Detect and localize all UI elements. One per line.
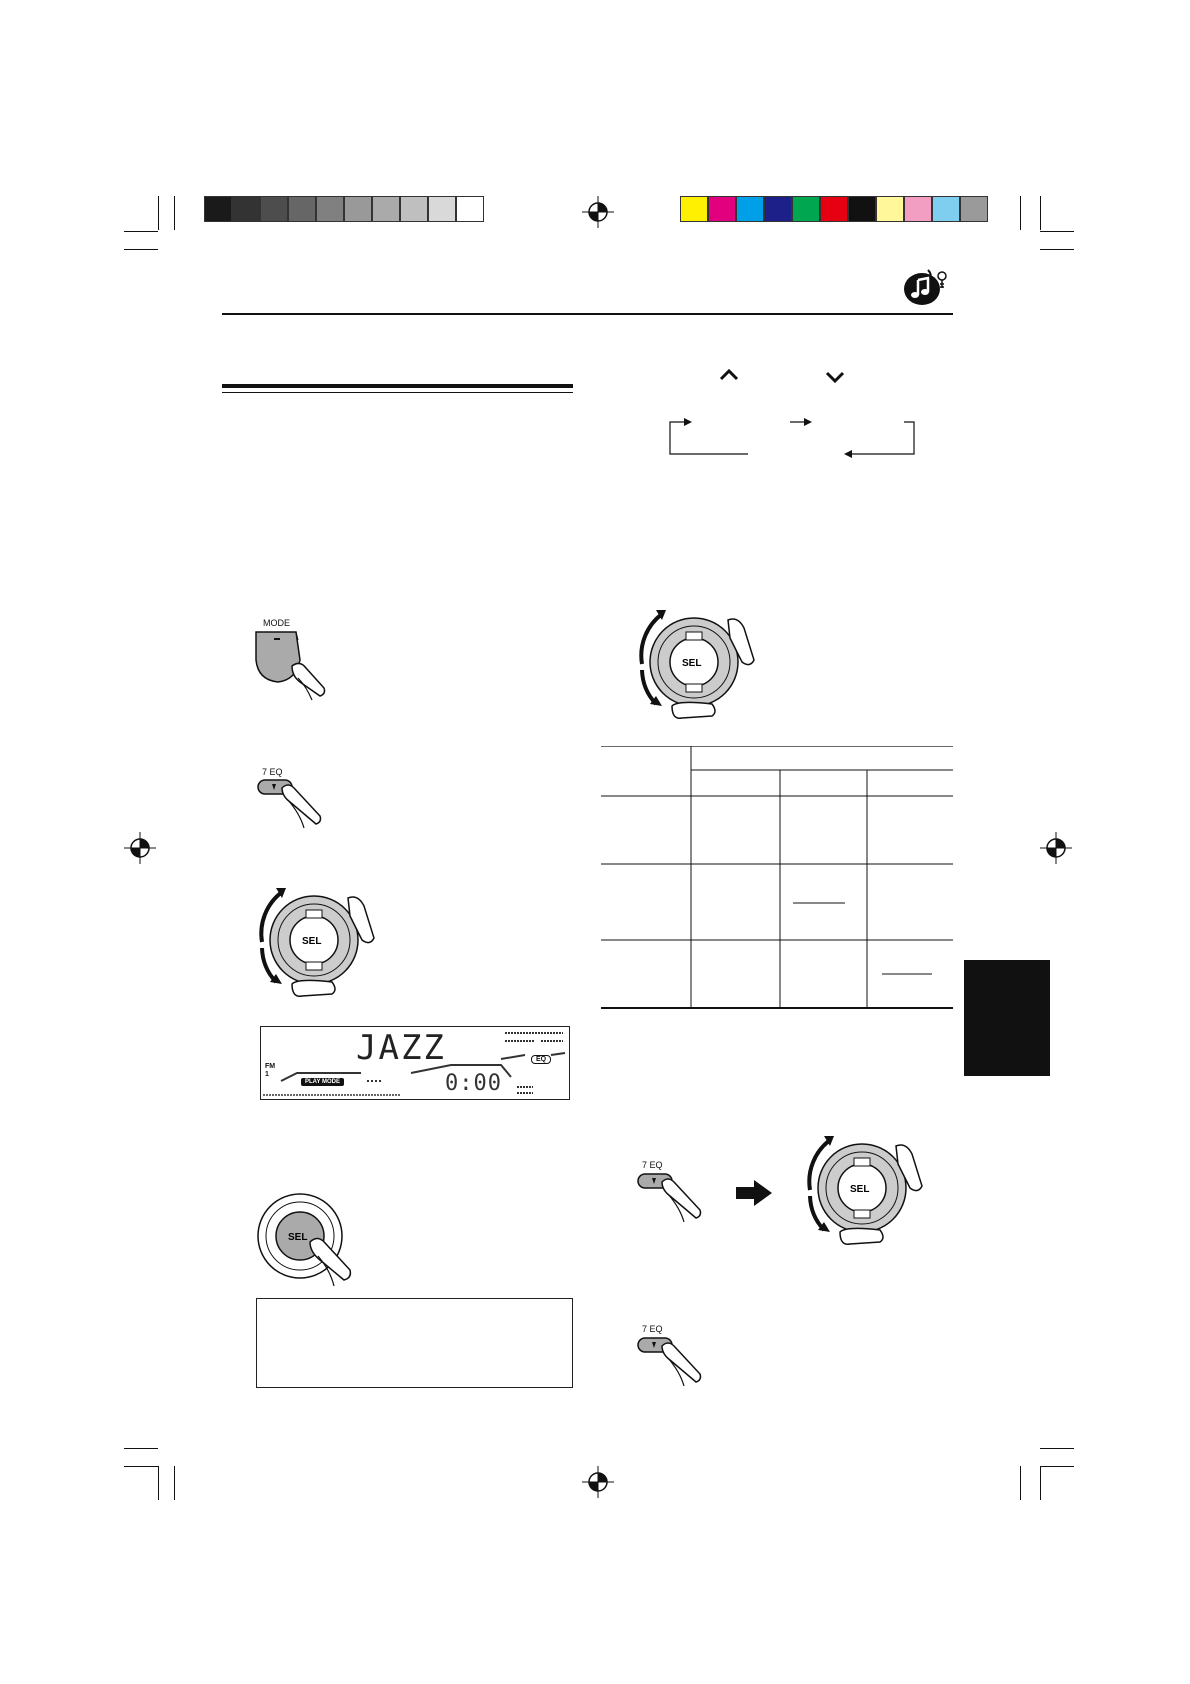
down-arrow-icon (824, 370, 846, 384)
gray-swatch (288, 196, 316, 222)
section-side-tab (964, 960, 1050, 1076)
crop-mark-top-right-v2 (1020, 196, 1021, 230)
up-arrow-icon (718, 368, 740, 382)
eq-button-label-3: 7 EQ (642, 1324, 663, 1334)
gray-swatch (344, 196, 372, 222)
crop-mark-top-right-v (1040, 196, 1041, 230)
music-note-icon (902, 266, 950, 308)
crop-mark-bottom-left-h (124, 1448, 158, 1449)
sel-label-right-bottom-dial: SEL (850, 1184, 870, 1195)
gray-swatch (204, 196, 232, 222)
crop-mark-bottom-left-h2 (124, 1466, 158, 1467)
crop-mark-top-right-h (1040, 231, 1074, 232)
eq-button-press-illustration-3 (636, 1336, 708, 1388)
eq-button-label-1: 7 EQ (262, 767, 283, 777)
color-swatch (792, 196, 820, 222)
color-swatch (736, 196, 764, 222)
color-swatch (960, 196, 988, 222)
header-rule (222, 313, 953, 315)
color-swatch (708, 196, 736, 222)
sound-settings-table (601, 746, 953, 1010)
gray-swatch (372, 196, 400, 222)
gray-swatch (456, 196, 484, 222)
lcd-display (260, 1026, 570, 1100)
lcd-eq-badge: EQ (531, 1055, 551, 1064)
lcd-segment-graphics (261, 1027, 569, 1099)
mode-button-label: MODE (263, 618, 290, 628)
color-swatch (680, 196, 708, 222)
color-swatch (764, 196, 792, 222)
crop-mark-top-left-v2 (174, 196, 175, 230)
color-swatch (932, 196, 960, 222)
lcd-band: FM (265, 1063, 276, 1070)
gray-swatch (400, 196, 428, 222)
registration-mark-right (1040, 832, 1072, 864)
gray-swatch (428, 196, 456, 222)
sel-label-left-dial: SEL (302, 936, 322, 947)
crop-mark-bottom-right-v (1040, 1466, 1041, 1500)
crop-mark-top-left-v (158, 196, 159, 230)
right-arrow-icon (734, 1178, 774, 1208)
color-swatch (820, 196, 848, 222)
note-box (256, 1298, 573, 1388)
crop-mark-bottom-right-v2 (1020, 1466, 1021, 1500)
section-heading-rule-thin (222, 392, 573, 393)
gray-swatch (260, 196, 288, 222)
sel-label-right-top-dial: SEL (682, 658, 702, 669)
eq-button-press-illustration-2 (636, 1172, 708, 1224)
crop-mark-bottom-right-h (1040, 1448, 1074, 1449)
registration-mark-left (124, 832, 156, 864)
registration-mark-top (582, 196, 614, 228)
sel-dial-rotate-illustration-right-top (632, 608, 768, 738)
color-swatch (876, 196, 904, 222)
sel-dial-rotate-illustration-left (252, 886, 388, 1016)
lcd-digits: 0:00 (445, 1071, 502, 1096)
eq-button-label-2: 7 EQ (642, 1160, 663, 1170)
eq-button-press-illustration-1 (256, 778, 328, 830)
lcd-play-mode-badge: PLAY MODE (301, 1078, 344, 1086)
crop-mark-bottom-left-v2 (174, 1466, 175, 1500)
color-swatch (848, 196, 876, 222)
crop-mark-bottom-right-h2 (1040, 1466, 1074, 1467)
crop-mark-top-left-h2 (124, 249, 158, 250)
lcd-preset: 1 (265, 1071, 269, 1078)
cycle-flow-diagram (668, 410, 920, 460)
color-swatch (904, 196, 932, 222)
mode-button-press-illustration (254, 630, 328, 702)
sel-label-press-dial: SEL (288, 1232, 308, 1243)
crop-mark-top-right-h2 (1040, 249, 1074, 250)
gray-swatch (232, 196, 260, 222)
sel-dial-press-illustration (254, 1190, 364, 1290)
crop-mark-bottom-left-v (158, 1466, 159, 1500)
gray-swatch (316, 196, 344, 222)
sel-dial-rotate-illustration-right-bottom (800, 1134, 936, 1264)
registration-mark-bottom (582, 1466, 614, 1498)
crop-mark-top-left-h (124, 231, 158, 232)
lcd-main-text: JAZZ (356, 1028, 446, 1068)
section-heading-rule-thick (222, 384, 573, 388)
